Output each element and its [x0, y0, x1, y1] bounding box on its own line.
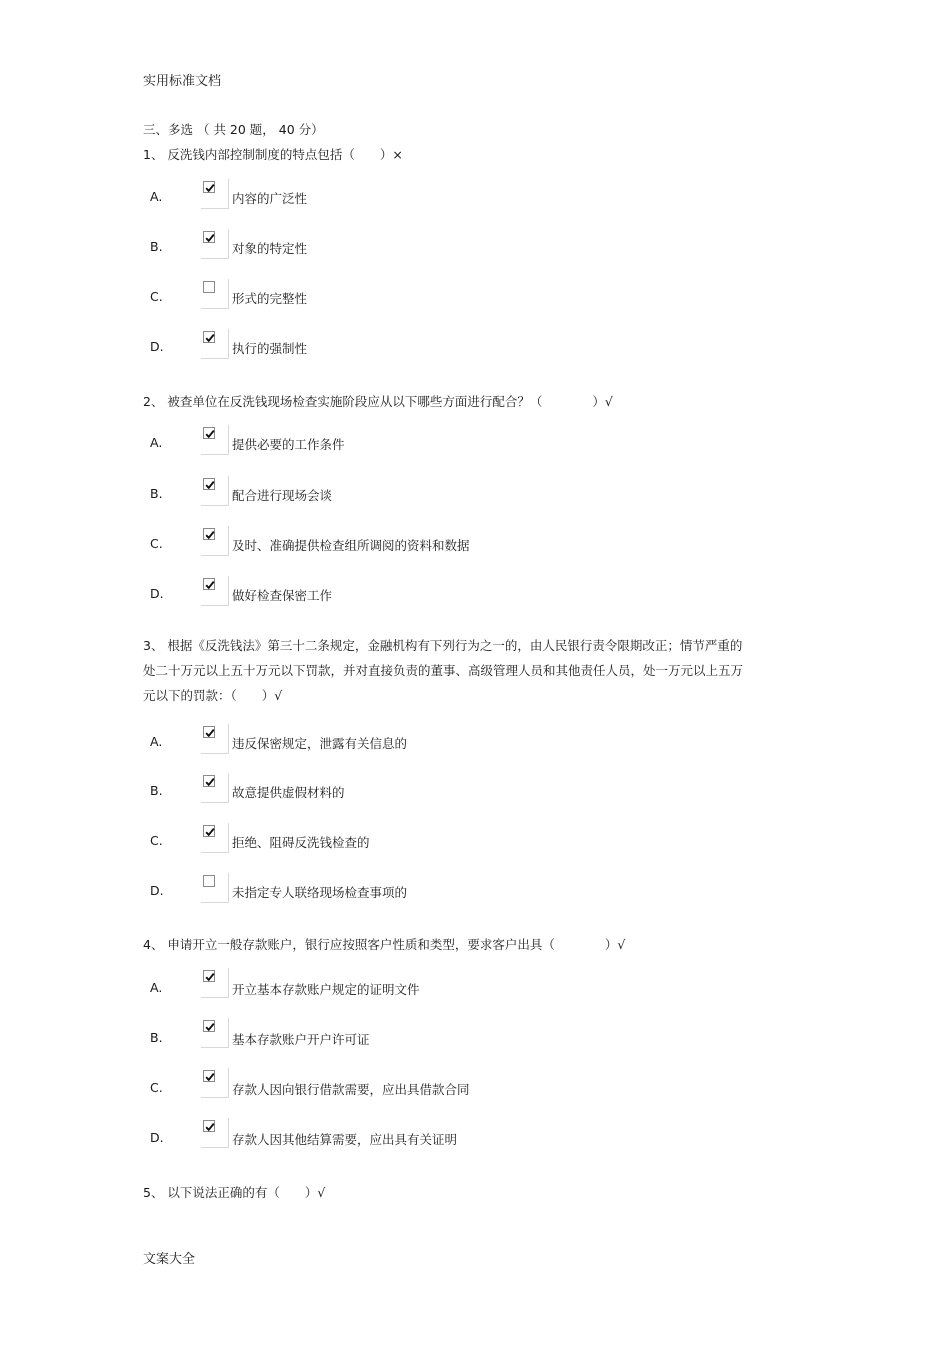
question-1-text: 1、 反洗钱内部控制制度的特点包括（ ）× — [143, 147, 403, 162]
option-text: 内容的广泛性 — [232, 191, 308, 206]
question-2-text: 2、 被查单位在反洗钱现场检查实施阶段应从以下哪些方面进行配合？（ ）√ — [143, 394, 613, 409]
page-footer: 文案大全 — [143, 1252, 196, 1267]
checkbox[interactable] — [203, 231, 215, 243]
checkbox[interactable] — [203, 970, 215, 982]
option-text: 配合进行现场会谈 — [232, 488, 333, 503]
option-text: 基本存款账户开户许可证 — [232, 1032, 370, 1047]
option-letter: B. — [150, 239, 163, 254]
question-4-text: 4、 申请开立一般存款账户，银行应按照客户性质和类型，要求客户出具（ ）√ — [143, 937, 626, 952]
checkmark-icon — [204, 776, 216, 788]
option-letter: B. — [150, 1030, 163, 1045]
question-5-text: 5、 以下说法正确的有（ ）√ — [143, 1185, 326, 1200]
checkmark-icon — [204, 479, 216, 491]
question-3-text: 3、 根据《反洗钱法》第三十二条规定，金融机构有下列行为之一的，由人民银行责令限期改正；情节严重的处二十万元以上五十万元以下罚款，并对直接负责的董事、高级管理人员和其他责任人员，处一万元以上五万元以下的罚款：（ ）√ — [143, 638, 744, 703]
option-text: 拒绝、阻碍反洗钱检查的 — [232, 835, 370, 850]
option-letter: B. — [150, 783, 163, 798]
option-letter: D. — [150, 883, 164, 898]
option-letter: A. — [150, 435, 163, 450]
checkmark-icon — [204, 826, 216, 838]
option-letter: A. — [150, 980, 163, 995]
option-text: 做好检查保密工作 — [232, 588, 333, 603]
checkmark-icon — [204, 232, 216, 244]
checkbox[interactable] — [203, 281, 215, 293]
checkmark-icon — [204, 727, 216, 739]
option-text: 存款人因向银行借款需要，应出具借款合同 — [232, 1082, 470, 1097]
option-letter: C. — [150, 536, 163, 551]
checkmark-icon — [204, 428, 216, 440]
checkbox[interactable] — [203, 528, 215, 540]
option-letter: A. — [150, 734, 163, 749]
option-letter: D. — [150, 586, 164, 601]
checkmark-icon — [204, 1121, 216, 1133]
checkbox[interactable] — [203, 1120, 215, 1132]
checkmark-icon — [204, 1071, 216, 1083]
checkbox[interactable] — [203, 578, 215, 590]
checkbox[interactable] — [203, 427, 215, 439]
option-letter: C. — [150, 289, 163, 304]
checkbox[interactable] — [203, 1070, 215, 1082]
option-text: 执行的强制性 — [232, 341, 308, 356]
checkbox[interactable] — [203, 478, 215, 490]
checkmark-icon — [204, 1021, 216, 1033]
option-text: 形式的完整性 — [232, 291, 308, 306]
checkbox[interactable] — [203, 825, 215, 837]
option-text: 违反保密规定，泄露有关信息的 — [232, 736, 408, 751]
checkmark-icon — [204, 332, 216, 344]
checkbox[interactable] — [203, 875, 215, 887]
checkbox[interactable] — [203, 775, 215, 787]
option-text: 提供必要的工作条件 — [232, 437, 345, 452]
checkbox[interactable] — [203, 181, 215, 193]
option-letter: C. — [150, 833, 163, 848]
option-text: 开立基本存款账户规定的证明文件 — [232, 982, 420, 997]
checkbox[interactable] — [203, 331, 215, 343]
option-text: 对象的特定性 — [232, 241, 308, 256]
option-letter: C. — [150, 1080, 163, 1095]
checkbox[interactable] — [203, 1020, 215, 1032]
checkmark-icon — [204, 579, 216, 591]
checkmark-icon — [204, 182, 216, 194]
option-text: 未指定专人联络现场检查事项的 — [232, 885, 408, 900]
option-letter: B. — [150, 486, 163, 501]
checkbox[interactable] — [203, 726, 215, 738]
option-letter: D. — [150, 1130, 164, 1145]
checkmark-icon — [204, 971, 216, 983]
option-letter: D. — [150, 339, 164, 354]
option-text: 故意提供虚假材料的 — [232, 785, 345, 800]
checkmark-icon — [204, 529, 216, 541]
section-title: 三、多选 （ 共 20 题， 40 分） — [143, 122, 324, 137]
option-text: 存款人因其他结算需要，应出具有关证明 — [232, 1132, 458, 1147]
page-header: 实用标准文档 — [143, 74, 222, 89]
option-text: 及时、准确提供检查组所调阅的资料和数据 — [232, 538, 470, 553]
option-letter: A. — [150, 189, 163, 204]
